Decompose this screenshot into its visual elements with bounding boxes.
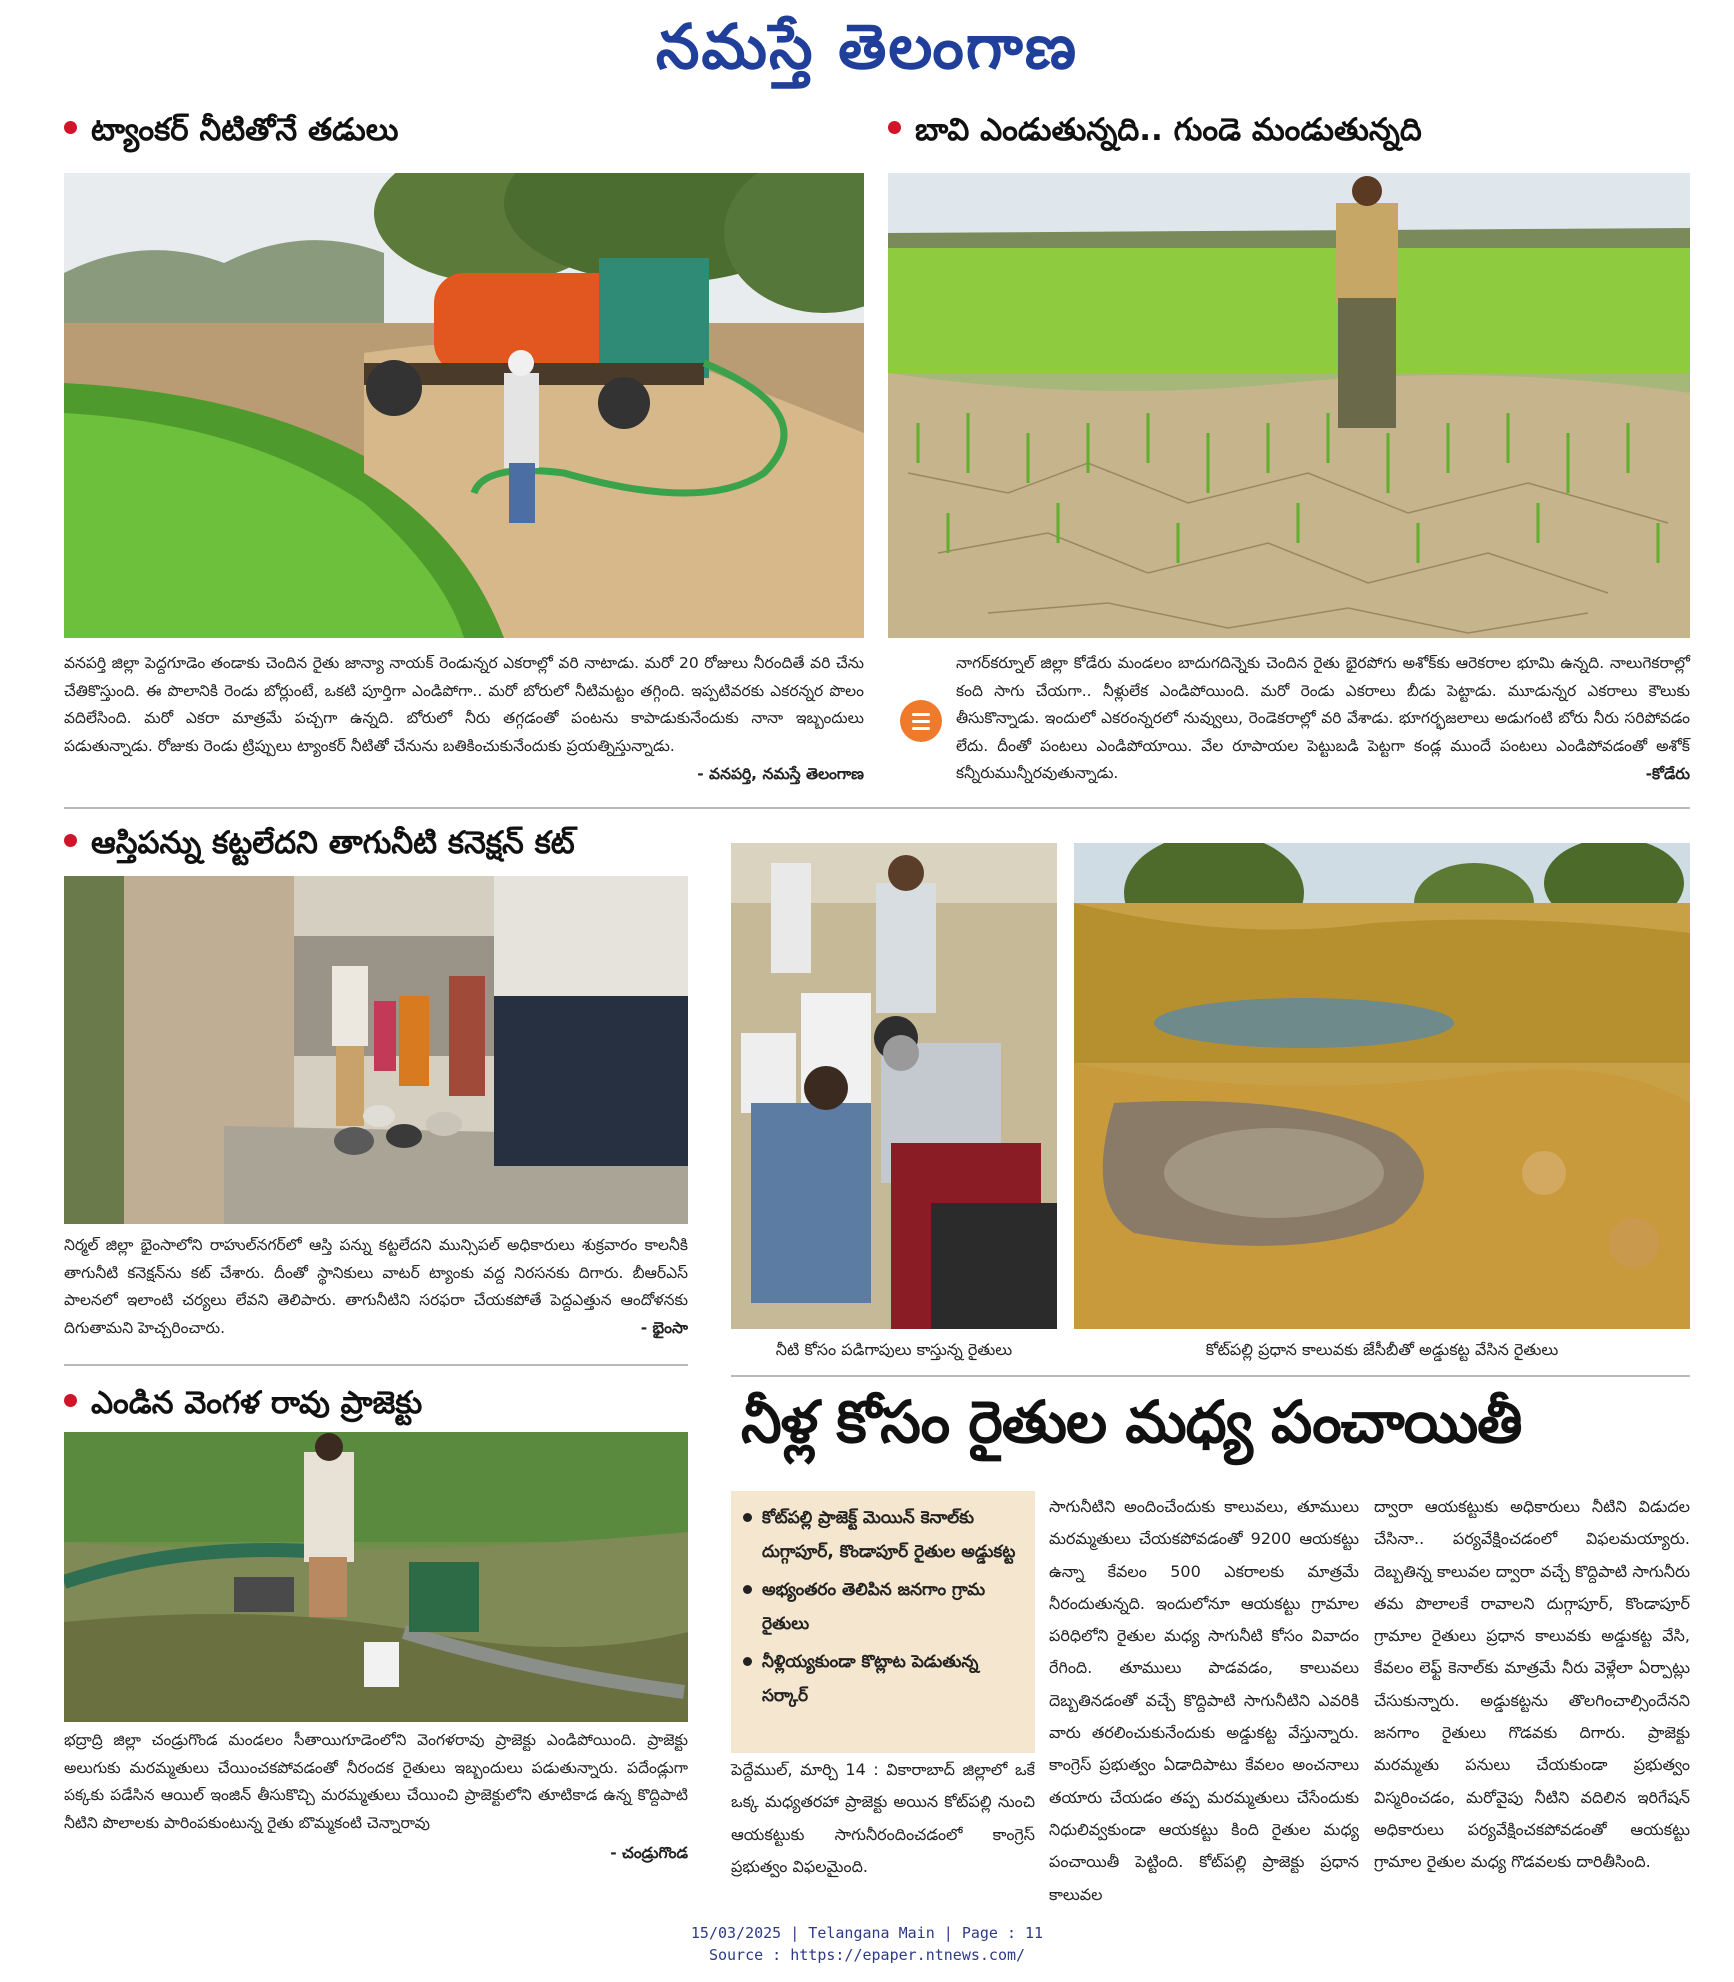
story3-headline: ఆస్తిపన్ను కట్టలేదని తాగునీటి కనెక్షన్ కట్ (64, 825, 575, 868)
masthead: నమస్తే తెలంగాణ (655, 10, 1079, 83)
story1-caption-block (64, 650, 864, 790)
story2-photo (888, 173, 1690, 638)
farmers-waiting-photo (731, 843, 1057, 1329)
bullet-icon (743, 1657, 752, 1666)
story1-caption: వనపర్తి జిల్లా పెద్దగూడెం తండాకు చెందిన రైతు జాన్యా నాయక్ రెండున్నర ఎకరాల్లో వరి నాటాడు. మరో 20 రోజులు నీరందితే వరి చేను చేతికొస్తుంది. ఈ పొలానికి రెండు బోర్లుంటే, ఒకటి పూర్తిగా ఎండిపోగా.. మరో బోరులో నీటిమట్టం తగ్గింది. ఇప్పటివరకు ఎకరన్నర పొలం వదిలేసింది. మరో ఎకరా మాత్రమే పచ్చగా ఉన్నది. బోరులో నీరు తగ్గడంతో పంటను కాపాడుకునేందుకు నానా ఇబ్బందులు పడుతున్నాడు. రోజుకు రెండు ట్రిప్పులు ట్యాంకర్ నీటితో చేనును బతికించుకునేందుకు ప్రయత్నిస్తున్నాడు. (64, 654, 864, 755)
bullet-icon (64, 834, 77, 847)
story3-credit: - భైంసా (640, 1318, 688, 1337)
story3-photo (64, 876, 688, 1224)
highlight-item: అభ్యంతరం తెలిపిన జనగాం గ్రామ రైతులు (743, 1573, 1023, 1641)
footer-source: Source : https://epaper.ntnews.com/ (708, 1946, 1026, 1964)
highlight-item: నీళ్లియ్యకుండా కొట్లాట పెడుతున్న సర్కార్ (743, 1645, 1023, 1713)
story4-caption-block (64, 1727, 688, 1867)
section-divider (731, 1375, 1690, 1377)
farmers-waiting-caption: నీటి కోసం పడిగాపులు కాస్తున్న రైతులు (775, 1340, 1013, 1359)
menu-icon[interactable] (900, 700, 942, 742)
main-story-col3: ద్వారా ఆయకట్టుకు అధికారులు నీటిని విడుదల చేసినా.. పర్యవేక్షించడంలో విఫలమయ్యారు. దెబ్బతిన్న కాలువల ద్వారా వచ్చే కొద్దిపాటి సాగునీరు తమ పొలాలకే రావాలని దుగ్గాపూర్, కొండాపూర్ గ్రామాల రైతులు ప్రధాన కాలువకు అడ్డుకట్ట వేసి, కేవలం లెఫ్ట్ కెనాల్‌కు మాత్రమే నీరు వెళ్లేలా ఏర్పాట్లు చేసుకున్నారు. అడ్డుకట్టను తొలగించాల్సిందేనని జనగాం రైతులు గొడవకు దిగారు. ప్రాజెక్టు మరమ్మతు పనులు చేయకుండా ప్రభుత్వం విస్మరించడం, మరోవైపు నీటిని వదిలిన ఇరిగేషన్ అధికారులు పర్యవేక్షించకపోవడంతో ఆయకట్టు గ్రామాల రైతుల మధ్య గొడవలకు దారితీసింది. (1374, 1497, 1690, 1872)
bullet-icon (743, 1585, 752, 1594)
story3-caption: నిర్మల్ జిల్లా భైంసాలోని రాహుల్‌నగర్‌లో ఆస్తి పన్ను కట్టలేదని మున్సిపల్ అధికారులు శుక్రవారం కాలనీకి తాగునీటి కనెక్షన్‌ను కట్ చేశారు. దీంతో స్థానికులు వాటర్ ట్యాంకు వద్ద నిరసనకు దిగారు. బీఆర్‌ఎస్ పాలనలో ఇలాంటి చర్యలు లేవని తెలిపారు. తాగునీటిని సరఫరా చేయకపోతే పెద్దఎత్తున ఆందోళనకు దిగుతామని హెచ్చరించారు. (64, 1236, 688, 1337)
bullet-icon (64, 1394, 77, 1407)
story2-caption: నాగర్‌కర్నూల్ జిల్లా కోడేరు మండలం బాదుగదిన్నెకు చెందిన రైతు భైరపోగు అశోక్‌కు ఆరెకరాల భూమి ఉన్నది. నాలుగెకరాల్లో కంది సాగు చేయగా.. నీళ్లులేక ఎండిపోయింది. మరో రెండు ఎకరాలు బీడు పెట్టాడు. మూడున్నర ఎకరాలు కౌలుకు తీసుకొన్నాడు. ఇందులో ఎకరంన్నరలో నువ్వులు, రెండెకరాల్లో వరి వేశాడు. భూగర్భజలాలు అడుగంటి బోరు నీరు సరిపోవడం లేదు. దీంతో పంటలు ఎండిపోయాయి. వేల రూపాయల పెట్టుబడి పెట్టగా కండ్ల ముందే పంటలు ఎండిపోవడంతో అశోక్ కన్నీరుమున్నీరవుతున్నాడు. (956, 654, 1690, 782)
main-headline: నీళ్ల కోసం రైతుల మధ్య పంచాయితీ (741, 1388, 1522, 1456)
story3-caption-block (64, 1232, 688, 1342)
story4-credit: - చండ్రుగొండ (610, 1843, 688, 1862)
story1-credit: - వనపర్తి, నమస్తే తెలంగాణ (697, 764, 864, 783)
section-divider (64, 807, 1690, 809)
footer-date-page: 15/03/2025 | Telangana Main | Page : 11 (690, 1924, 1044, 1942)
story1-photo (64, 173, 864, 638)
canal-blockade-photo (1074, 843, 1690, 1329)
highlight-item: కోట్‌పల్లి ప్రాజెక్ట్ మెయిన్ కెనాల్‌కు దుగ్గాపూర్, కొండాపూర్ రైతుల అడ్డుకట్ట (743, 1501, 1023, 1569)
story2-credit: -కోడేరు (1645, 764, 1690, 783)
story4-headline: ఎండిన వెంగళ రావు ప్రాజెక్టు (64, 1385, 422, 1428)
bullet-icon (743, 1513, 752, 1522)
canal-blockade-caption: కోట్‌పల్లి ప్రధాన కాలువకు జేసీబీతో అడ్డుకట్ట వేసిన రైతులు (1205, 1340, 1559, 1359)
story4-photo (64, 1432, 688, 1722)
section-divider (64, 1364, 688, 1366)
story4-caption: భద్రాద్రి జిల్లా చండ్రుగొండ మండలం సీతాయిగూడెంలోని వెంగళరావు ప్రాజెక్టు ఎండిపోయింది. ప్రాజెక్టు అలుగుకు మరమ్మతులు చేయించకపోవడంతో నీరందక రైతులు ఇబ్బందులు పడుతున్నారు. పదేండ్లుగా పక్కకు పడేసిన ఆయిల్ ఇంజిన్ తీసుకొచ్చి మరమ్మతులు చేయించి ప్రాజెక్టులోని తూటికాడ ఉన్న కొద్దిపాటి నీటిని పొలాలకు పారింపకుంటున్న రైతు బొమ్మకంటి చెన్నారావు (64, 1731, 688, 1832)
bullet-icon (64, 121, 77, 134)
story2-caption-block (956, 650, 1690, 790)
story2-headline: బావి ఎండుతున్నది.. గుండె మండుతున్నది (888, 112, 1422, 155)
story1-headline: ట్యాంకర్ నీటితోనే తడులు (64, 112, 398, 155)
highlights-box (731, 1491, 1035, 1753)
bullet-icon (888, 121, 901, 134)
main-story-col1: పెద్దేముల్, మార్చి 14 : వికారాబాద్ జిల్లాలో ఒకే ఒక్క మధ్యతరహా ప్రాజెక్టు అయిన కోట్‌పల్లి నుంచి ఆయకట్టుకు సాగునీరందించడంలో కాంగ్రెస్ ప్రభుత్వం విఫలమైంది. (731, 1760, 1035, 1876)
main-story-col2: సాగునీటిని అందించేందుకు కాలువలు, తూములు మరమ్మతులు చేయకపోవడంతో 9200 ఆయకట్టు ఉన్నా కేవలం 500 ఎకరాలకు మాత్రమే నీరందుతున్నది. ఇందులోనూ ఆయకట్టు గ్రామాల పరిధిలోని రైతుల మధ్య సాగునీటి కోసం వివాదం రేగింది. తూములు పాడవడం, కాలువలు దెబ్బతినడంతో వచ్చే కొద్దిపాటి సాగునీటిని ఎవరికి వారు తరలించుకునేందుకు అడ్డుకట్ట వేస్తున్నారు. కాంగ్రెస్ ప్రభుత్వం ఏడాదిపాటు కేవలం అంచనాలు తయారు చేయడం తప్ప మరమ్మతులు చేసేందుకు నిధులివ్వకుండా ఆయకట్టు కింది రైతుల మధ్య పంచాయితీ పెట్టింది. కోట్‌పల్లి ప్రాజెక్టు ప్రధాన కాలువల (1049, 1497, 1359, 1904)
